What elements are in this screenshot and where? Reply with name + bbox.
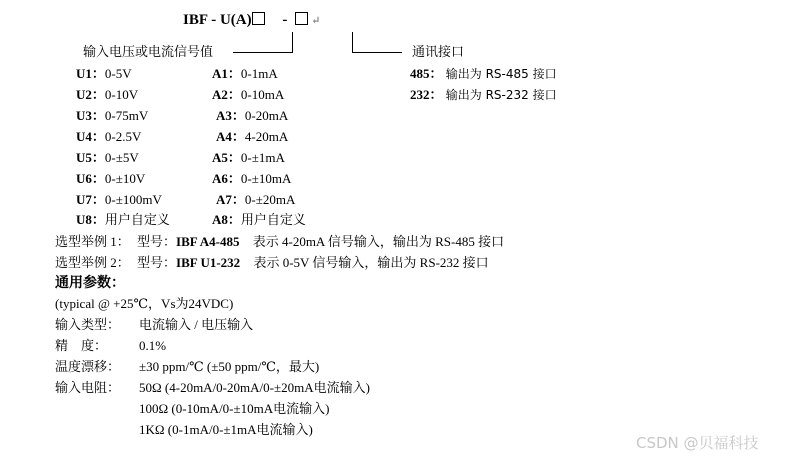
interface-value: 输出为 RS-232 接口 — [445, 88, 557, 102]
model-dash-2: - — [282, 12, 288, 28]
accuracy-label: 精 度： — [55, 338, 108, 353]
legend-interface: 通讯接口 — [412, 44, 465, 59]
voltage-value: 0-2.5V — [104, 129, 142, 144]
code-row-a — [216, 192, 295, 208]
params-heading: 通用参数： — [55, 275, 125, 291]
interface-code-box — [295, 12, 308, 25]
drift-label: 温度漂移： — [55, 359, 121, 374]
current-value: 0-1mA — [240, 66, 278, 81]
drift-value: ±30 ppm/℃ (±50 ppm/℃，最大) — [139, 359, 320, 374]
current-value: 0-20mA — [244, 108, 289, 123]
code-row — [76, 171, 145, 187]
voltage-code: U2： — [76, 87, 105, 102]
code-row — [76, 129, 141, 145]
code-row — [76, 108, 148, 124]
voltage-code: U8： — [76, 212, 105, 227]
input-code-box — [252, 12, 265, 25]
code-row-a — [216, 108, 288, 124]
code-row-a — [212, 212, 306, 228]
code-row-a — [216, 129, 288, 145]
code-row-c — [410, 66, 557, 82]
params-conditions: (typical @ +25℃，Vs为24VDC) — [55, 296, 234, 311]
current-value: 用户自定义 — [240, 212, 306, 227]
current-code: A1： — [212, 66, 241, 81]
interface-connector-line — [352, 52, 402, 53]
voltage-value: 0-±100mV — [104, 192, 162, 207]
example-label: 选型举例 1： — [55, 234, 130, 249]
voltage-value: 0-10V — [104, 87, 139, 102]
voltage-value: 0-±5V — [104, 150, 139, 165]
watermark: CSDN @贝福科技 — [636, 434, 759, 452]
current-code: A5： — [212, 150, 241, 165]
current-value: 4-20mA — [244, 129, 289, 144]
current-value: 0-10mA — [240, 87, 285, 102]
code-row — [76, 192, 162, 208]
legend-input: 输入电压或电流信号值 — [83, 44, 214, 59]
example-model: IBF A4-485 — [176, 234, 240, 249]
example-description: 表示 4-20mA 信号输入，输出为 RS-485 接口 — [252, 234, 505, 249]
current-code: A3： — [216, 108, 245, 123]
current-value: 0-±10mA — [240, 171, 292, 186]
example-2 — [55, 255, 489, 271]
impedance-value-2: 100Ω (0-10mA/0-±10mA电流输入) — [139, 401, 330, 416]
current-value: 0-±20mA — [244, 192, 296, 207]
model-prefix: IBF — [183, 12, 208, 28]
interface-connector-vertical — [352, 32, 353, 52]
interface-code: 485： — [410, 66, 443, 81]
impedance-value-3: 1KΩ (0-1mA/0-±1mA电流输入) — [139, 422, 313, 437]
current-code: A4： — [216, 129, 245, 144]
code-row — [76, 87, 138, 103]
input-connector-vertical — [292, 32, 293, 52]
voltage-code: U6： — [76, 171, 105, 186]
code-row-a — [212, 171, 291, 187]
voltage-code: U5： — [76, 150, 105, 165]
code-row-a — [212, 87, 284, 103]
current-code: A2： — [212, 87, 241, 102]
voltage-value: 0-5V — [104, 66, 132, 81]
paragraph-mark: ↵ — [308, 15, 321, 27]
current-value: 0-±1mA — [240, 150, 285, 165]
interface-value: 输出为 RS-485 接口 — [445, 67, 557, 81]
voltage-value: 0-±10V — [104, 171, 146, 186]
code-row-a — [212, 150, 285, 166]
code-row-c — [410, 87, 557, 103]
example-label: 选型举例 2： — [55, 255, 130, 270]
voltage-code: U3： — [76, 108, 105, 123]
code-row — [76, 66, 132, 82]
voltage-code: U4： — [76, 129, 105, 144]
example-model-label: 型号： — [137, 234, 177, 249]
voltage-value: 用户自定义 — [104, 212, 170, 227]
input-connector-line — [233, 52, 293, 53]
interface-code: 232： — [410, 87, 443, 102]
current-code: A7： — [216, 192, 245, 207]
input-type-label: 输入类型： — [55, 317, 121, 332]
example-1 — [55, 234, 504, 250]
current-code: A6： — [212, 171, 241, 186]
model-code-line — [183, 12, 320, 29]
code-row-a — [212, 66, 278, 82]
model-dash-1: - — [211, 12, 217, 28]
example-model: IBF U1-232 — [176, 255, 241, 270]
example-description: 表示 0-5V 信号输入，输出为 RS-232 接口 — [253, 255, 489, 270]
input-type-value: 电流输入 / 电压输入 — [139, 317, 254, 332]
code-row — [76, 150, 139, 166]
code-row — [76, 212, 170, 228]
accuracy-value: 0.1% — [139, 338, 167, 353]
current-code: A8： — [212, 212, 241, 227]
impedance-value-1: 50Ω (4-20mA/0-20mA/0-±20mA电流输入) — [139, 380, 370, 395]
model-mid: U(A) — [219, 12, 252, 28]
voltage-code: U1： — [76, 66, 105, 81]
impedance-label: 输入电阻： — [55, 380, 121, 395]
voltage-value: 0-75mV — [104, 108, 149, 123]
example-model-label: 型号： — [137, 255, 177, 270]
voltage-code: U7： — [76, 192, 105, 207]
